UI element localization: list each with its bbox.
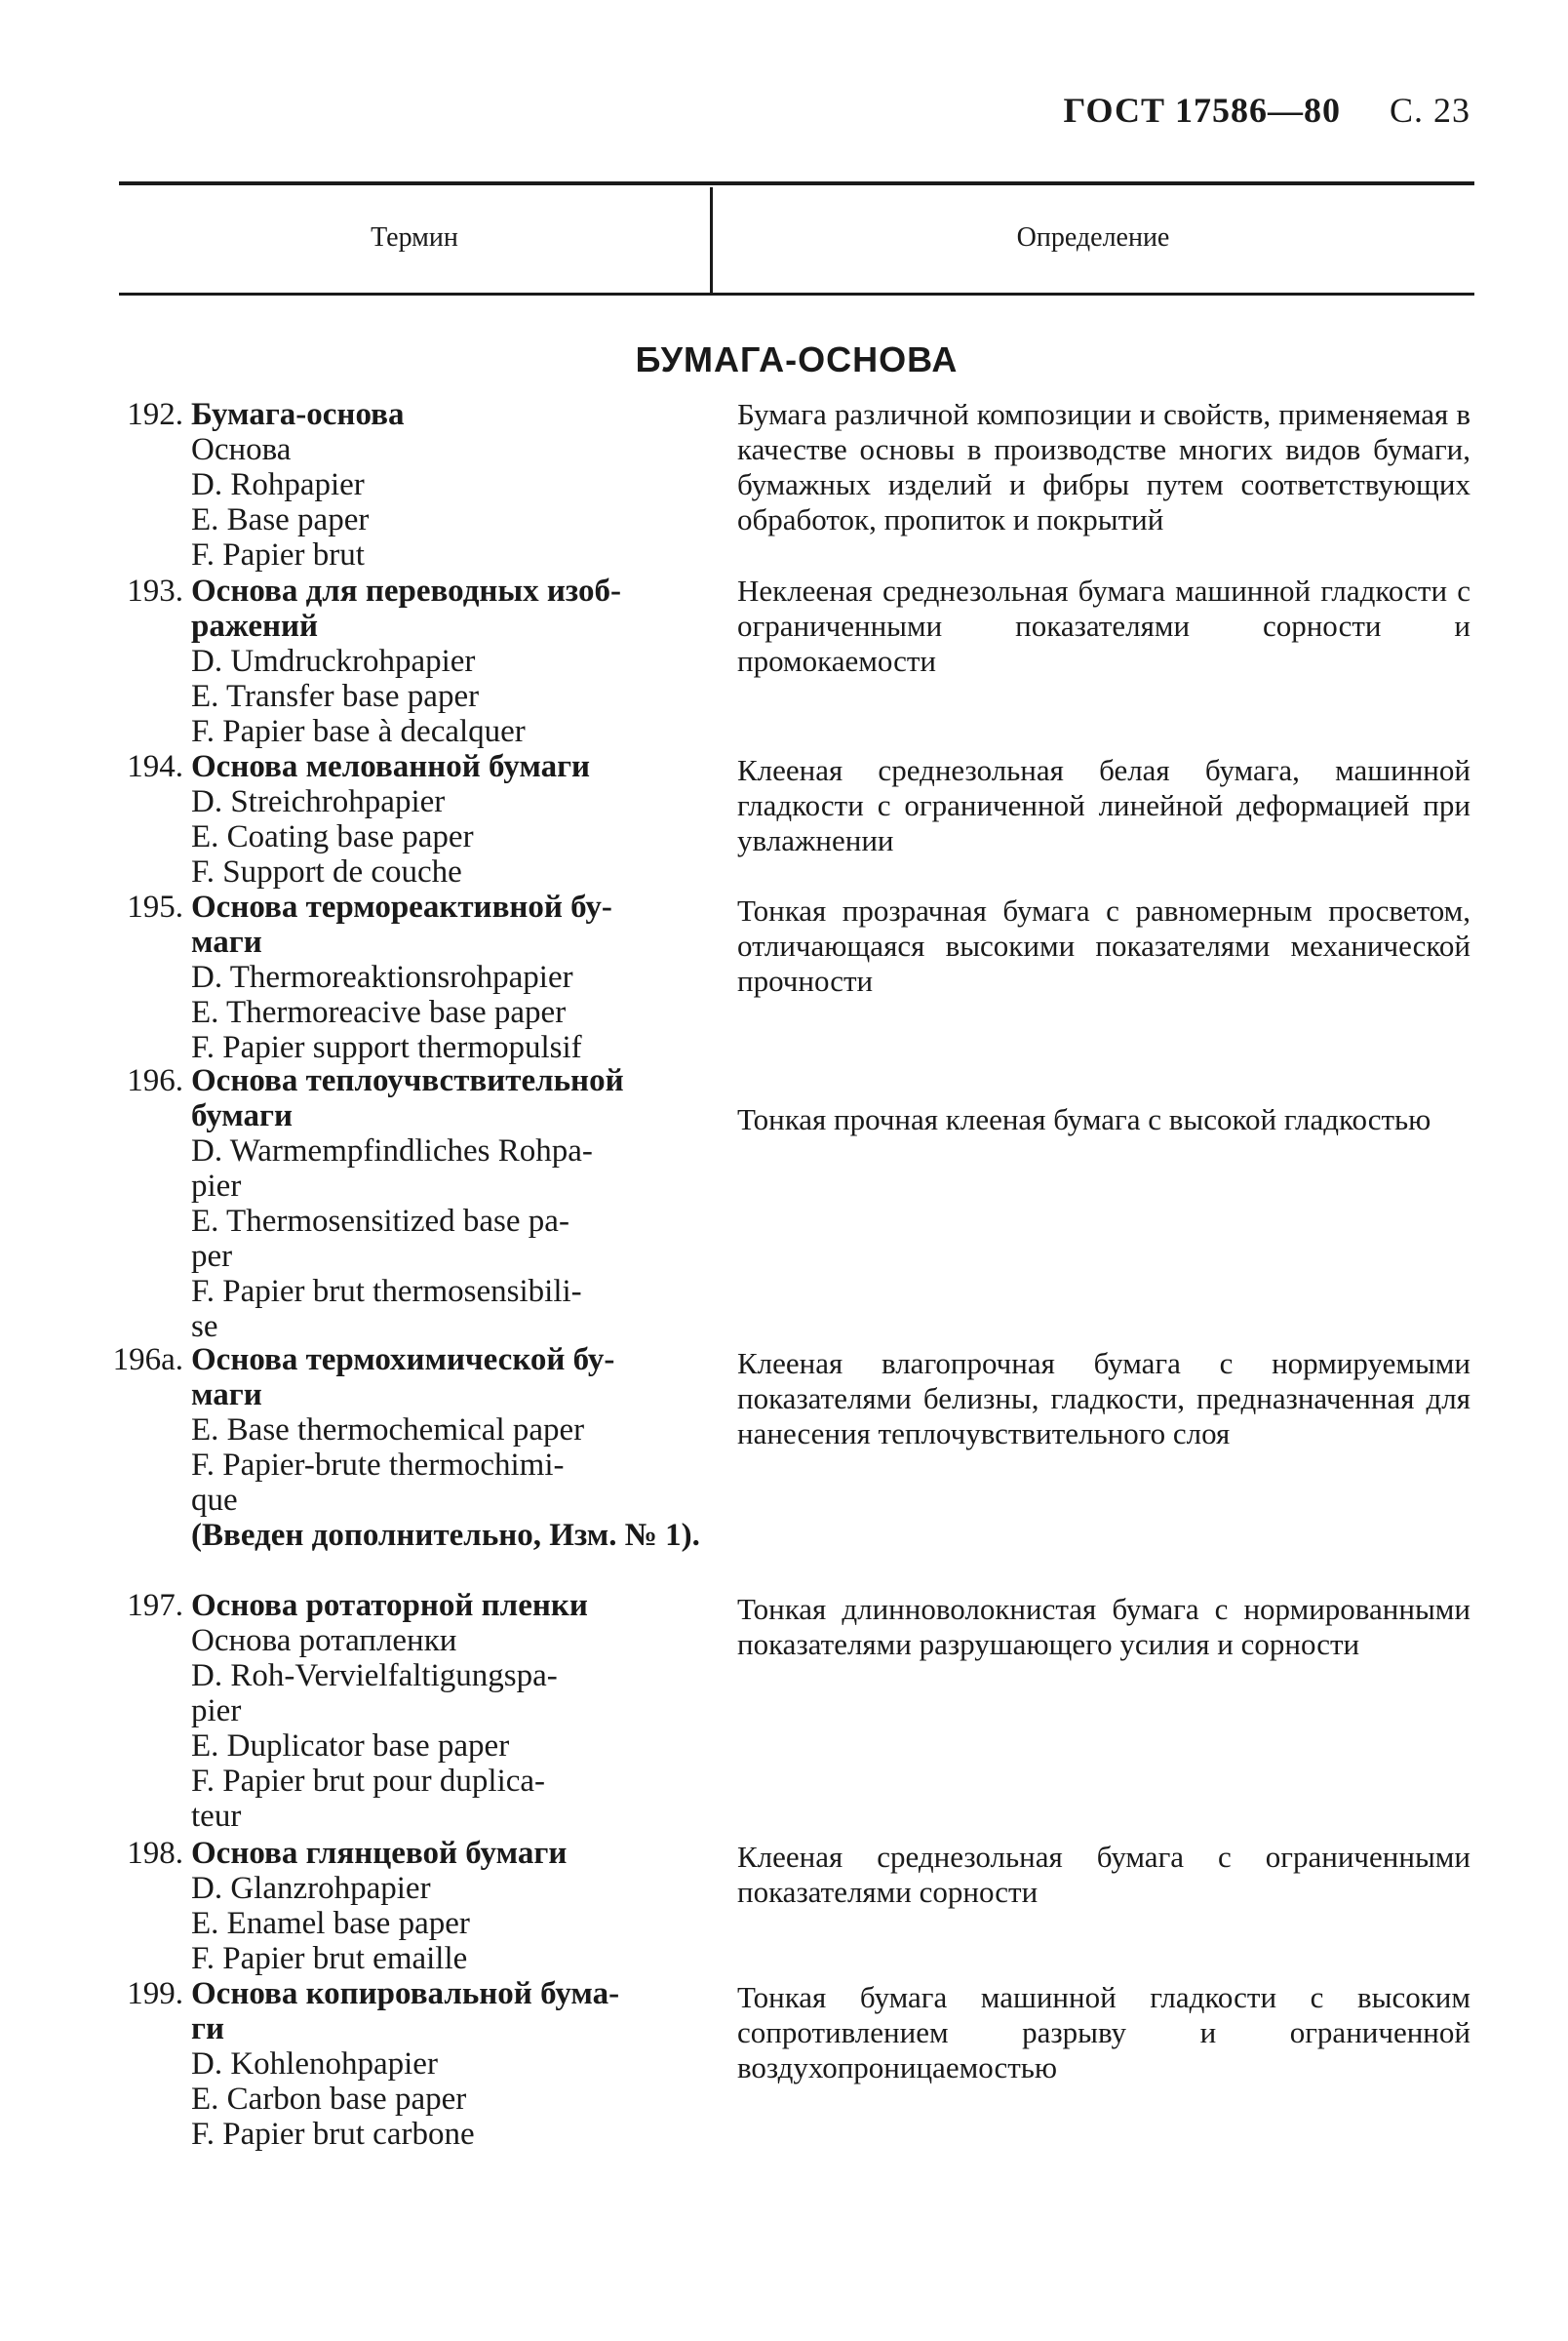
- definition-text: Клееная влагопрочная бумага с нормируемыми показателями белизны, гладкости, предназначенная для нанесения теплочувствительного слоя: [737, 1346, 1470, 1450]
- standard-number: ГОСТ 17586—80: [1063, 91, 1341, 130]
- term-synonym: D. Warmempfindliches Rohpa-: [191, 1133, 593, 1169]
- column-header-definition: Определение: [1016, 222, 1170, 253]
- amendment-note: (Введен дополнительно, Изм. № 1).: [191, 1518, 700, 1553]
- term-title: Основа глянцевой бумаги: [191, 1836, 568, 1871]
- term-number: 193.: [127, 574, 183, 609]
- term-synonym: D. Rohpapier: [191, 467, 365, 502]
- term-synonym: F. Papier brut pour duplica-: [191, 1764, 546, 1799]
- term-cell: [90, 1063, 704, 1344]
- term-synonym: Основа ротапленки: [191, 1623, 457, 1658]
- page-number: С. 23: [1389, 91, 1470, 130]
- term-number: 196а.: [112, 1342, 183, 1377]
- definition-cell: [737, 1980, 1470, 2085]
- definition-cell: [737, 1840, 1470, 1910]
- term-synonym: D. Roh-Vervielfaltigungspa-: [191, 1658, 558, 1693]
- column-header-term: Термин: [371, 222, 458, 253]
- term-synonym: F. Papier brut emaille: [191, 1941, 468, 1976]
- term-title: Бумага-основа: [191, 397, 405, 432]
- table-header-rule: [119, 293, 1474, 296]
- term-synonym: E. Carbon base paper: [191, 2082, 467, 2117]
- term-synonym: D. Thermoreaktionsrohpapier: [191, 960, 573, 995]
- term-title-continued: ражений: [191, 609, 319, 644]
- term-title-continued: ги: [191, 2011, 224, 2046]
- term-number: 199.: [127, 1976, 183, 2011]
- term-cell: [90, 1976, 704, 2152]
- term-title: Основа термохимической бу-: [191, 1342, 615, 1377]
- term-title: Основа копировальной бума-: [191, 1976, 620, 2011]
- term-cell: [90, 890, 704, 1065]
- term-synonym: E. Duplicator base paper: [191, 1728, 510, 1764]
- term-cell: [90, 1588, 704, 1834]
- term-title: Основа для переводных изоб-: [191, 574, 621, 609]
- term-synonym: per: [191, 1239, 233, 1274]
- term-synonym: F. Support de couche: [191, 854, 462, 890]
- definition-text: Тонкая длинноволокнистая бумага с нормированными показателями разрушающего усилия и сорности: [737, 1592, 1470, 1661]
- term-synonym: teur: [191, 1799, 242, 1834]
- term-synonym: D. Kohlenohpapier: [191, 2046, 438, 2082]
- definition-cell: [737, 1102, 1470, 1137]
- term-number: 195.: [127, 890, 183, 925]
- definition-text: Клееная среднезольная белая бумага, машинной гладкости с ограниченной линейной деформацией при увлажнении: [737, 753, 1470, 857]
- term-synonym: E. Base paper: [191, 502, 370, 537]
- term-title: Основа теплоучвствительной: [191, 1063, 624, 1098]
- term-cell: [90, 1342, 704, 1553]
- term-cell: [90, 749, 704, 890]
- term-synonym: se: [191, 1309, 218, 1344]
- term-synonym: E. Transfer base paper: [191, 679, 480, 714]
- term-synonym: D. Umdruckrohpapier: [191, 644, 476, 679]
- term-synonym: D. Glanzrohpapier: [191, 1871, 431, 1906]
- term-cell: [90, 397, 704, 573]
- term-synonym: E. Thermosensitized base pa-: [191, 1204, 569, 1239]
- term-title: Основа термореактивной бу-: [191, 890, 612, 925]
- section-title: БУМАГА-ОСНОВА: [635, 339, 959, 379]
- definition-text: Бумага различной композиции и свойств, применяемая в качестве основы в производстве многих видов бумаги, бумажных изделий и фибры путем соответствующих обработок, пропиток и покрытий: [737, 397, 1470, 536]
- definition-text: Клееная среднезольная бумага с ограниченными показателями сорности: [737, 1840, 1470, 1909]
- term-synonym: Основа: [191, 432, 292, 467]
- definition-text: Тонкая бумага машинной гладкости с высоким сопротивлением разрыву и ограниченной воздухопроницаемостью: [737, 1980, 1470, 2084]
- page-header: [1064, 90, 1470, 131]
- term-synonym: F. Papier brut thermosensibili-: [191, 1274, 582, 1309]
- term-synonym: F. Papier brut: [191, 537, 365, 573]
- term-title: Основа мелованной бумаги: [191, 749, 591, 784]
- term-cell: [90, 1836, 704, 1976]
- term-title-continued: маги: [191, 925, 262, 960]
- table-top-rule: [119, 181, 1474, 185]
- term-synonym: F. Papier base à decalquer: [191, 714, 526, 749]
- definition-cell: [737, 574, 1470, 679]
- term-title-continued: бумаги: [191, 1098, 294, 1133]
- definition-cell: [737, 1346, 1470, 1451]
- term-synonym: F. Papier brut carbone: [191, 2117, 475, 2152]
- term-number: 196.: [127, 1063, 183, 1098]
- definition-text: Неклееная среднезольная бумага машинной гладкости с ограниченными показателями сорности и промокаемости: [737, 574, 1470, 678]
- term-synonym: E. Enamel base paper: [191, 1906, 470, 1941]
- definition-text: Тонкая прочная клееная бумага с высокой гладкостью: [737, 1102, 1431, 1136]
- term-synonym: E. Coating base paper: [191, 819, 474, 854]
- definition-cell: [737, 893, 1470, 999]
- term-number: 194.: [127, 749, 183, 784]
- term-cell: [90, 574, 704, 749]
- term-synonym: F. Papier support thermopulsif: [191, 1030, 582, 1065]
- term-number: 192.: [127, 397, 183, 432]
- term-synonym: que: [191, 1483, 238, 1518]
- term-number: 197.: [127, 1588, 183, 1623]
- term-title-continued: маги: [191, 1377, 262, 1412]
- definition-text: Тонкая прозрачная бумага с равномерным просветом, отличающаяся высокими показателями механической прочности: [737, 893, 1470, 998]
- term-synonym: pier: [191, 1693, 242, 1728]
- term-number: 198.: [127, 1836, 183, 1871]
- term-synonym: E. Thermoreacive base paper: [191, 995, 567, 1030]
- definition-cell: [737, 753, 1470, 858]
- term-synonym: E. Base thermochemical paper: [191, 1412, 585, 1448]
- term-synonym: F. Papier-brute thermochimi-: [191, 1448, 565, 1483]
- term-synonym: pier: [191, 1169, 242, 1204]
- term-title: Основа ротаторной пленки: [191, 1588, 588, 1623]
- definition-cell: [737, 1592, 1470, 1662]
- definition-cell: [737, 397, 1470, 537]
- term-synonym: D. Streichrohpapier: [191, 784, 446, 819]
